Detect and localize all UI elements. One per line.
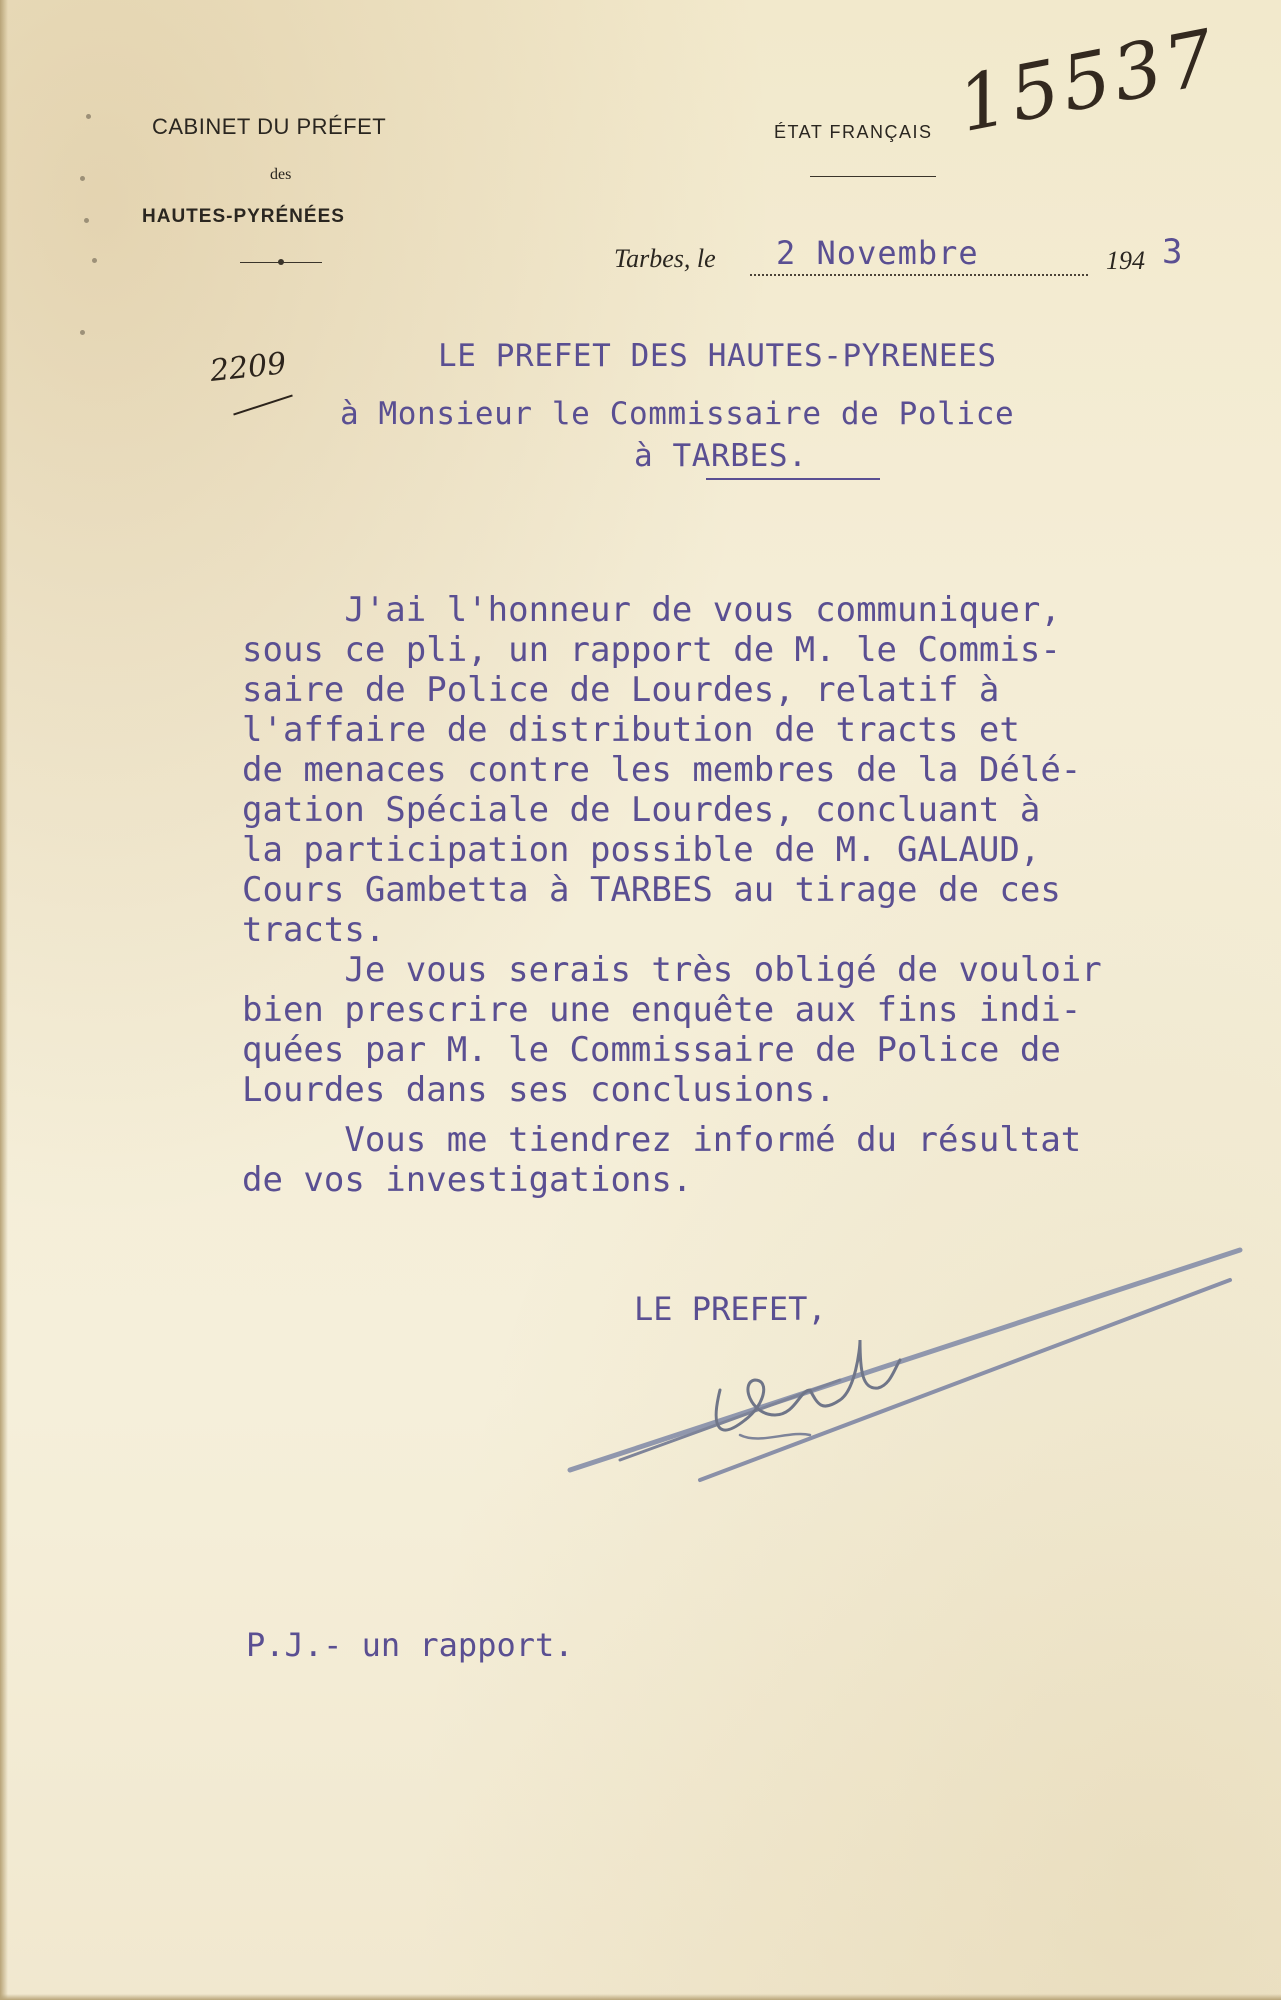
reference-underline [233,394,293,415]
punch-mark [86,114,91,119]
body-line: Lourdes dans ses conclusions. [242,1070,836,1110]
enclosure-note: P.J.- un rapport. [246,1626,574,1664]
body-line: sous ce pli, un rapport de M. le Commis- [242,630,1061,670]
body-line: Vous me tiendrez informé du résultat [242,1120,1082,1160]
reference-number: 2209 [208,346,288,389]
date-year-digit: 3 [1162,232,1183,272]
body-line: tracts. [242,910,386,950]
body-line: Cours Gambetta à TARBES au tirage de ces [242,870,1061,910]
letterhead-department: HAUTES-PYRÉNÉES [142,206,345,227]
letter-body [242,590,1262,1200]
state-rule [810,176,936,177]
body-line: J'ai l'honneur de vous communiquer, [242,590,1061,630]
letterhead-des: des [270,166,292,183]
registry-number: 15537 [951,11,1225,149]
sender-line: LE PREFET DES HAUTES-PYRENEES [438,338,997,374]
body-line: la participation possible de M. GALAUD, [242,830,1041,870]
punch-mark [92,258,97,263]
state-heading: ÉTAT FRANÇAIS [774,122,933,142]
paper-edge-bottom [0,1994,1281,2000]
signature [560,1230,1260,1490]
paper-edge-left [0,0,8,2000]
body-line: l'affaire de distribution de tracts et [242,710,1020,750]
date-day-month: 2 Novembre [776,234,979,272]
city-underline [706,478,880,480]
date-place: Tarbes, le [614,244,716,273]
body-line: de menaces contre les membres de la Délé- [242,750,1082,790]
body-line: gation Spéciale de Lourdes, concluant à [242,790,1041,830]
punch-mark [80,330,85,335]
letterhead-office: CABINET DU PRÉFET [152,114,387,139]
body-line: saire de Police de Lourdes, relatif à [242,670,1000,710]
date-year-printed: 194 [1106,246,1145,275]
date-dotted-line [750,274,1088,276]
body-line: quées par M. le Commissaire de Police de [242,1030,1061,1070]
punch-mark [80,176,85,181]
punch-mark [84,218,89,223]
closing-title: LE PREFET, [634,1290,827,1328]
city-line: à TARBES. [634,438,808,474]
body-line: Je vous serais très obligé de vouloir [242,950,1102,990]
body-line: bien prescrire une enquête aux fins indi- [242,990,1082,1030]
recipient-line: à Monsieur le Commissaire de Police [340,396,1015,432]
body-line: de vos investigations. [242,1160,693,1200]
letterhead-divider-dot [278,259,284,265]
